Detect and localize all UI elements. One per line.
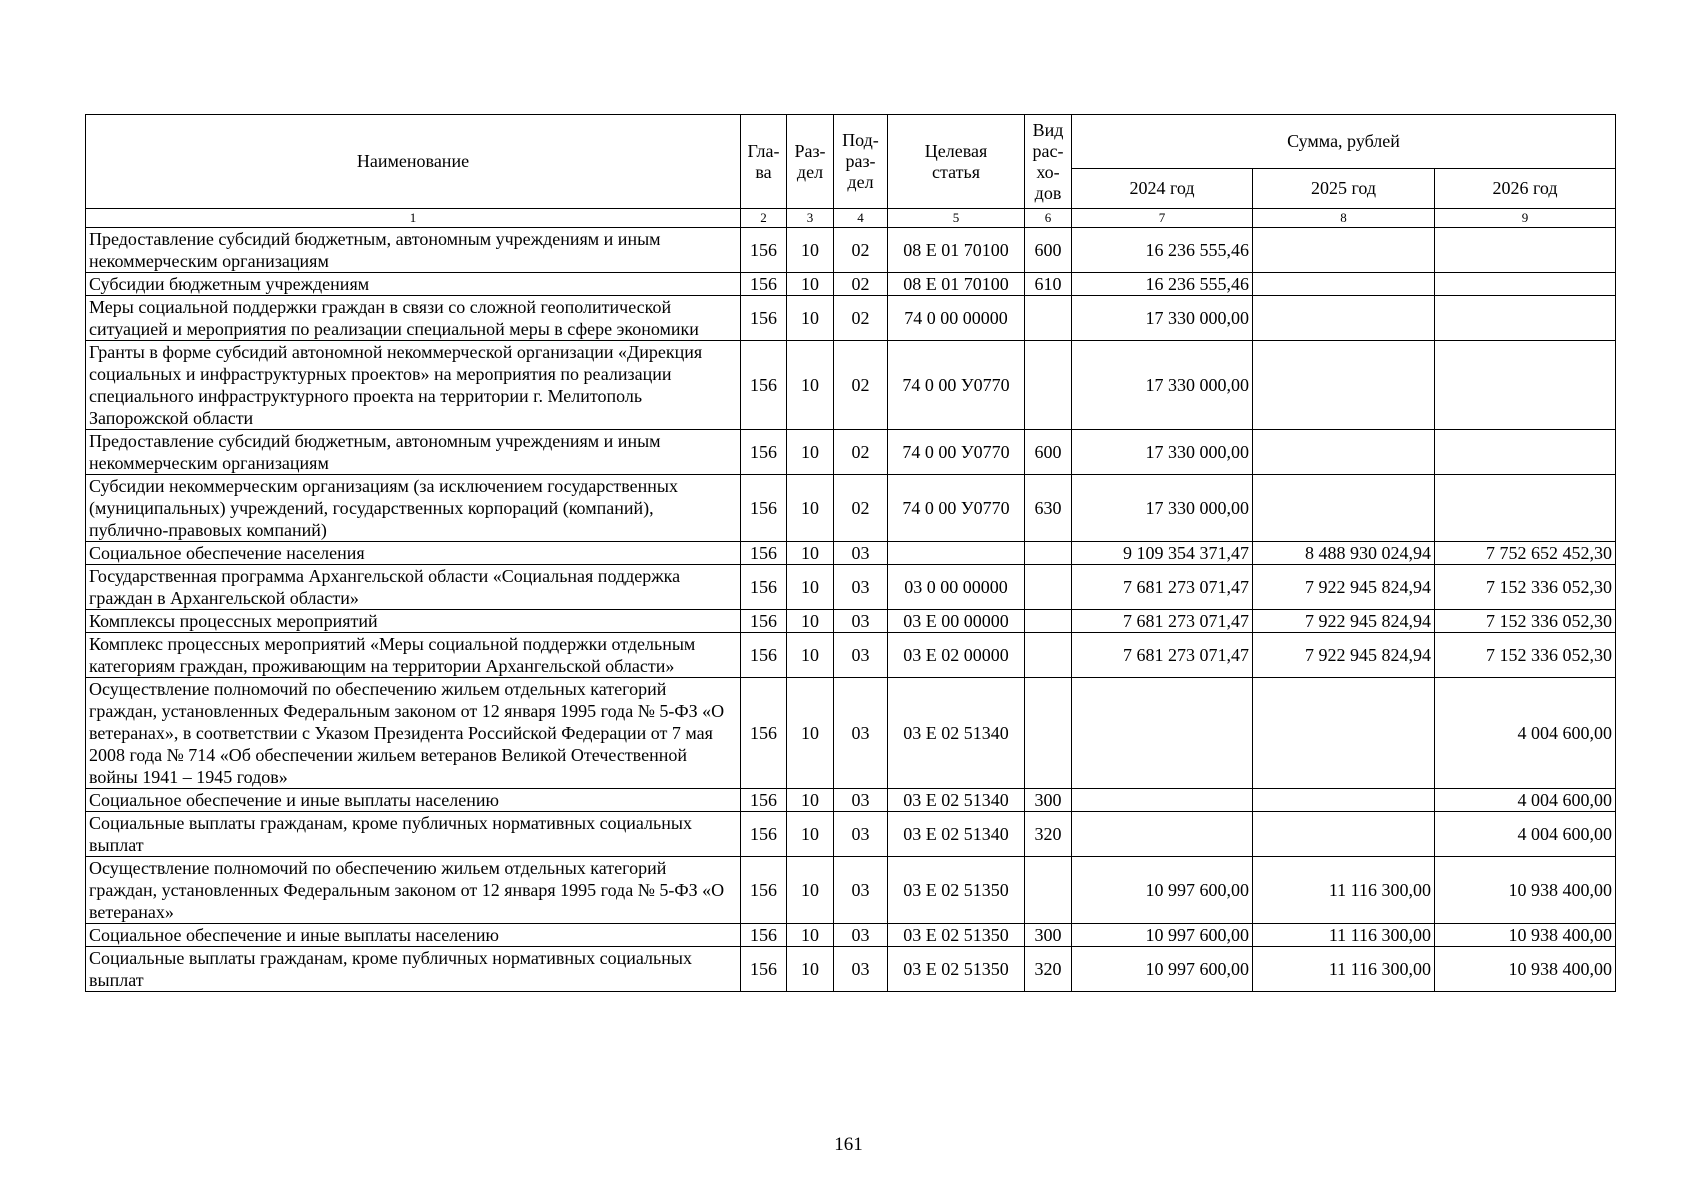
cell-sum-2025: 7 922 945 824,94 [1253, 565, 1435, 610]
cell-vid: 600 [1025, 430, 1072, 475]
cell-name: Предоставление субсидий бюджетным, автономным учреждениям и иным некоммерческим организациям [86, 228, 741, 273]
cell-razdel: 10 [787, 924, 834, 947]
cell-sum-2025: 7 922 945 824,94 [1253, 610, 1435, 633]
cell-name: Осуществление полномочий по обеспечению жильем отдельных категорий граждан, установленных Федеральным законом от 12 января 1995 года № 5-ФЗ «О ветеранах», в соответствии с Указом Президента Российской Федерации от 7 мая 2008 года № 714 «Об обеспечении жильем ветеранов Великой Отечественной войны 1941 – 1945 годов» [86, 678, 741, 789]
table-row [86, 565, 1616, 610]
cell-target: 03 Е 02 51350 [888, 924, 1025, 947]
cell-name: Субсидии бюджетным учреждениям [86, 273, 741, 296]
cell-name: Социальное обеспечение и иные выплаты населению [86, 789, 741, 812]
cell-glava: 156 [741, 542, 787, 565]
cell-sum-2026 [1435, 341, 1616, 430]
table-row [86, 341, 1616, 430]
cell-target: 03 Е 02 51350 [888, 857, 1025, 924]
cell-sum-2025: 11 116 300,00 [1253, 947, 1435, 992]
cell-sum-2024: 17 330 000,00 [1072, 296, 1253, 341]
column-index: 5 [888, 209, 1025, 228]
cell-sum-2026 [1435, 430, 1616, 475]
cell-vid: 610 [1025, 273, 1072, 296]
cell-razdel: 10 [787, 565, 834, 610]
cell-sum-2026: 7 152 336 052,30 [1435, 565, 1616, 610]
cell-sum-2025 [1253, 678, 1435, 789]
column-index: 7 [1072, 209, 1253, 228]
header-glava: Гла- ва [741, 115, 787, 209]
cell-podrazdel: 02 [834, 296, 888, 341]
cell-podrazdel: 03 [834, 542, 888, 565]
cell-name: Комплексы процессных мероприятий [86, 610, 741, 633]
cell-razdel: 10 [787, 475, 834, 542]
cell-glava: 156 [741, 475, 787, 542]
cell-podrazdel: 03 [834, 678, 888, 789]
column-index: 1 [86, 209, 741, 228]
cell-glava: 156 [741, 947, 787, 992]
cell-sum-2026: 4 004 600,00 [1435, 678, 1616, 789]
cell-target: 03 Е 02 51350 [888, 947, 1025, 992]
cell-target: 08 Е 01 70100 [888, 273, 1025, 296]
cell-sum-2025 [1253, 430, 1435, 475]
table-row [86, 678, 1616, 789]
cell-sum-2024: 17 330 000,00 [1072, 475, 1253, 542]
table-row [86, 633, 1616, 678]
cell-sum-2026 [1435, 475, 1616, 542]
table-row [86, 947, 1616, 992]
cell-podrazdel: 03 [834, 633, 888, 678]
cell-razdel: 10 [787, 789, 834, 812]
cell-sum-2025: 7 922 945 824,94 [1253, 633, 1435, 678]
cell-name: Социальное обеспечение и иные выплаты населению [86, 924, 741, 947]
cell-podrazdel: 02 [834, 430, 888, 475]
cell-sum-2025: 11 116 300,00 [1253, 924, 1435, 947]
cell-name: Меры социальной поддержки граждан в связи со сложной геополитической ситуацией и мероприятия по реализации специальной меры в сфере экономики [86, 296, 741, 341]
budget-table [85, 114, 1616, 992]
cell-target [888, 542, 1025, 565]
table-row [86, 789, 1616, 812]
column-index: 2 [741, 209, 787, 228]
cell-razdel: 10 [787, 947, 834, 992]
cell-vid [1025, 857, 1072, 924]
table-body [86, 228, 1616, 992]
cell-vid: 630 [1025, 475, 1072, 542]
cell-sum-2026: 7 152 336 052,30 [1435, 610, 1616, 633]
cell-target: 74 0 00 00000 [888, 296, 1025, 341]
cell-name: Социальные выплаты гражданам, кроме публичных нормативных социальных выплат [86, 947, 741, 992]
table-row [86, 610, 1616, 633]
cell-vid: 320 [1025, 947, 1072, 992]
cell-sum-2025 [1253, 475, 1435, 542]
cell-glava: 156 [741, 812, 787, 857]
table-row [86, 924, 1616, 947]
cell-sum-2024 [1072, 812, 1253, 857]
cell-sum-2024: 10 997 600,00 [1072, 857, 1253, 924]
cell-sum-2024: 17 330 000,00 [1072, 341, 1253, 430]
cell-target: 08 Е 01 70100 [888, 228, 1025, 273]
cell-sum-2025: 11 116 300,00 [1253, 857, 1435, 924]
cell-target: 03 Е 00 00000 [888, 610, 1025, 633]
cell-glava: 156 [741, 273, 787, 296]
cell-vid: 600 [1025, 228, 1072, 273]
column-index-row [86, 209, 1616, 228]
cell-podrazdel: 03 [834, 789, 888, 812]
cell-podrazdel: 03 [834, 610, 888, 633]
header-name: Наименование [86, 115, 741, 209]
header-sum: Сумма, рублей [1072, 115, 1616, 169]
table-row [86, 430, 1616, 475]
cell-glava: 156 [741, 565, 787, 610]
cell-razdel: 10 [787, 542, 834, 565]
cell-razdel: 10 [787, 857, 834, 924]
cell-name: Осуществление полномочий по обеспечению жильем отдельных категорий граждан, установленных Федеральным законом от 12 января 1995 года № 5-ФЗ «О ветеранах» [86, 857, 741, 924]
cell-glava: 156 [741, 610, 787, 633]
header-razdel: Раз- дел [787, 115, 834, 209]
cell-vid [1025, 610, 1072, 633]
cell-target: 03 Е 02 00000 [888, 633, 1025, 678]
cell-vid [1025, 542, 1072, 565]
cell-name: Предоставление субсидий бюджетным, автономным учреждениям и иным некоммерческим организациям [86, 430, 741, 475]
cell-glava: 156 [741, 228, 787, 273]
header-vid: Вид рас- хо- дов [1025, 115, 1072, 209]
cell-vid [1025, 565, 1072, 610]
header-year-2025: 2025 год [1253, 169, 1435, 209]
cell-razdel: 10 [787, 228, 834, 273]
cell-target: 03 Е 02 51340 [888, 678, 1025, 789]
cell-podrazdel: 03 [834, 812, 888, 857]
cell-sum-2025 [1253, 341, 1435, 430]
cell-name: Социальные выплаты гражданам, кроме публичных нормативных социальных выплат [86, 812, 741, 857]
header-year-2024: 2024 год [1072, 169, 1253, 209]
cell-target: 74 0 00 У0770 [888, 475, 1025, 542]
cell-podrazdel: 03 [834, 947, 888, 992]
table-row [86, 296, 1616, 341]
cell-sum-2026: 10 938 400,00 [1435, 857, 1616, 924]
cell-target: 74 0 00 У0770 [888, 430, 1025, 475]
cell-sum-2024 [1072, 789, 1253, 812]
cell-target: 74 0 00 У0770 [888, 341, 1025, 430]
cell-sum-2025 [1253, 812, 1435, 857]
cell-vid: 300 [1025, 789, 1072, 812]
cell-vid [1025, 341, 1072, 430]
cell-sum-2026: 4 004 600,00 [1435, 789, 1616, 812]
cell-sum-2025: 8 488 930 024,94 [1253, 542, 1435, 565]
cell-target: 03 Е 02 51340 [888, 789, 1025, 812]
column-index: 9 [1435, 209, 1616, 228]
header-year-2026: 2026 год [1435, 169, 1616, 209]
column-index: 3 [787, 209, 834, 228]
cell-razdel: 10 [787, 341, 834, 430]
cell-sum-2024: 7 681 273 071,47 [1072, 565, 1253, 610]
cell-sum-2024: 7 681 273 071,47 [1072, 610, 1253, 633]
table-row [86, 542, 1616, 565]
cell-glava: 156 [741, 296, 787, 341]
cell-sum-2026 [1435, 296, 1616, 341]
cell-podrazdel: 02 [834, 228, 888, 273]
column-index: 4 [834, 209, 888, 228]
cell-target: 03 Е 02 51340 [888, 812, 1025, 857]
cell-vid: 300 [1025, 924, 1072, 947]
cell-podrazdel: 02 [834, 475, 888, 542]
cell-name: Гранты в форме субсидий автономной некоммерческой организации «Дирекция социальных и инфраструктурных проектов» на мероприятия по реализации специального инфраструктурного проекта на территории г. Мелитополь Запорожской области [86, 341, 741, 430]
cell-sum-2025 [1253, 296, 1435, 341]
cell-razdel: 10 [787, 678, 834, 789]
cell-glava: 156 [741, 857, 787, 924]
cell-sum-2024: 9 109 354 371,47 [1072, 542, 1253, 565]
cell-name: Государственная программа Архангельской области «Социальная поддержка граждан в Архангельской области» [86, 565, 741, 610]
cell-sum-2026: 7 152 336 052,30 [1435, 633, 1616, 678]
header-target: Целевая статья [888, 115, 1025, 209]
column-index: 8 [1253, 209, 1435, 228]
cell-sum-2026 [1435, 273, 1616, 296]
cell-sum-2025 [1253, 789, 1435, 812]
cell-glava: 156 [741, 678, 787, 789]
cell-sum-2024: 10 997 600,00 [1072, 947, 1253, 992]
cell-name: Субсидии некоммерческим организациям (за исключением государственных (муниципальных) учреждений, государственных корпораций (компаний), публично-правовых компаний) [86, 475, 741, 542]
cell-sum-2025 [1253, 228, 1435, 273]
cell-glava: 156 [741, 924, 787, 947]
cell-target: 03 0 00 00000 [888, 565, 1025, 610]
cell-sum-2025 [1253, 273, 1435, 296]
cell-sum-2026: 10 938 400,00 [1435, 924, 1616, 947]
cell-podrazdel: 03 [834, 924, 888, 947]
table-row [86, 228, 1616, 273]
cell-razdel: 10 [787, 812, 834, 857]
cell-vid [1025, 296, 1072, 341]
cell-sum-2026: 10 938 400,00 [1435, 947, 1616, 992]
page-number: 161 [834, 1134, 863, 1155]
column-index: 6 [1025, 209, 1072, 228]
cell-sum-2024 [1072, 678, 1253, 789]
table-row [86, 475, 1616, 542]
table-header [86, 115, 1616, 228]
cell-name: Комплекс процессных мероприятий «Меры социальной поддержки отдельным категориям граждан, проживающим на территории Архангельской области» [86, 633, 741, 678]
cell-razdel: 10 [787, 610, 834, 633]
cell-glava: 156 [741, 341, 787, 430]
cell-glava: 156 [741, 789, 787, 812]
table-row [86, 857, 1616, 924]
cell-sum-2024: 17 330 000,00 [1072, 430, 1253, 475]
cell-sum-2024: 16 236 555,46 [1072, 273, 1253, 296]
cell-razdel: 10 [787, 296, 834, 341]
cell-razdel: 10 [787, 633, 834, 678]
header-podrazdel: Под- раз- дел [834, 115, 888, 209]
cell-sum-2024: 16 236 555,46 [1072, 228, 1253, 273]
cell-sum-2026: 4 004 600,00 [1435, 812, 1616, 857]
cell-sum-2026: 7 752 652 452,30 [1435, 542, 1616, 565]
cell-glava: 156 [741, 633, 787, 678]
cell-name: Социальное обеспечение населения [86, 542, 741, 565]
cell-vid [1025, 633, 1072, 678]
cell-vid: 320 [1025, 812, 1072, 857]
cell-sum-2024: 7 681 273 071,47 [1072, 633, 1253, 678]
cell-podrazdel: 03 [834, 565, 888, 610]
cell-glava: 156 [741, 430, 787, 475]
table-row [86, 273, 1616, 296]
table-row [86, 812, 1616, 857]
cell-podrazdel: 02 [834, 341, 888, 430]
cell-sum-2026 [1435, 228, 1616, 273]
cell-razdel: 10 [787, 273, 834, 296]
cell-razdel: 10 [787, 430, 834, 475]
cell-sum-2024: 10 997 600,00 [1072, 924, 1253, 947]
cell-vid [1025, 678, 1072, 789]
cell-podrazdel: 03 [834, 857, 888, 924]
cell-podrazdel: 02 [834, 273, 888, 296]
